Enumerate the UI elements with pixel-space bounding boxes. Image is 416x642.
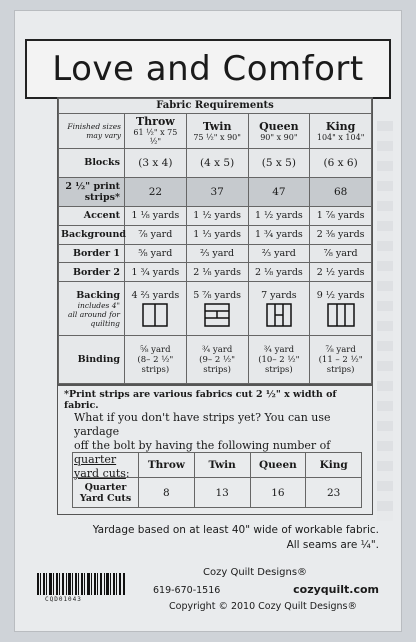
table-row: Background ⅞ yard 1 ⅓ yards 1 ¾ yards 2 ⅜ yards xyxy=(59,225,372,244)
table-row: Quarter Yard Cuts 8 13 16 23 xyxy=(73,478,362,508)
quarter-yard-cuts-table: Throw Twin Queen King Quarter Yard Cuts 8 13 16 23 xyxy=(72,452,362,508)
header-king: King 104" x 104" xyxy=(310,113,372,148)
print-strips-note: *Print strips are various fabrics cut 2 ½" x width of fabric. xyxy=(64,389,337,411)
finished-sizes-label: Finished sizes may vary xyxy=(59,113,125,148)
strips-note-box xyxy=(57,385,373,515)
backing-horizontal-panels-icon xyxy=(204,303,230,327)
header-throw: Throw 61 ½" x 75 ½" xyxy=(125,113,187,148)
phone-number: 619-670-1516 xyxy=(153,585,221,596)
backing-three-vertical-panels-icon xyxy=(327,303,355,327)
table-row-backing: Backing includes 4" all around for quilting 4 ⅔ yards 5 ⅞ yards 7 yards 9 ½ yards xyxy=(59,282,372,336)
brand-name: Cozy Quilt Designs® xyxy=(203,567,308,578)
fabric-requirements-table xyxy=(57,97,373,385)
pattern-back-cover xyxy=(14,10,402,632)
table-row: Blocks (3 x 4) (4 x 5) (5 x 5) (6 x 6) xyxy=(59,148,372,177)
backing-two-vertical-panels-icon xyxy=(142,303,168,327)
yardage-footnote: Yardage based on at least 40" wide of workable fabric. All seams are ¼". xyxy=(92,524,379,551)
requirements-caption: Fabric Requirements xyxy=(59,99,372,114)
page-title: Love and Comfort xyxy=(52,49,364,89)
yardage-explanation: What if you don't have strips yet? You can use yardage off the bolt by having the following number of quarter yard cuts: xyxy=(74,411,331,480)
header-twin: Twin 75 ½" x 90" xyxy=(186,113,248,148)
title-box xyxy=(25,39,391,99)
backing-label: Backing includes 4" all around for quilting xyxy=(59,282,125,336)
copyright: Copyright © 2010 Cozy Quilt Designs® xyxy=(169,601,358,612)
barcode-icon xyxy=(37,573,125,595)
barcode-number: CQD01043 xyxy=(45,596,82,603)
website-link[interactable]: cozyquilt.com xyxy=(293,583,379,596)
table-row: Border 1 ⅝ yard ⅔ yard ⅔ yard ⅞ yard xyxy=(59,244,372,263)
table-row-binding: Binding ⅝ yard (8– 2 ½" strips) ¾ yard (9– 2 ½" strips) ¾ yard (10– 2 ½" strips) ⅞ yard (11 – 2 ½" strips) xyxy=(59,336,372,384)
backing-three-panels-icon xyxy=(266,303,292,327)
header-queen: Queen 90" x 90" xyxy=(248,113,310,148)
background-ghost-text xyxy=(377,121,393,521)
table-row: 2 ½" print strips* 22 37 47 68 xyxy=(59,178,372,207)
table-row: Accent 1 ⅛ yards 1 ½ yards 1 ½ yards 1 ⅞ yards xyxy=(59,207,372,226)
table-row: Border 2 1 ¾ yards 2 ⅛ yards 2 ⅛ yards 2 ½ yards xyxy=(59,263,372,282)
